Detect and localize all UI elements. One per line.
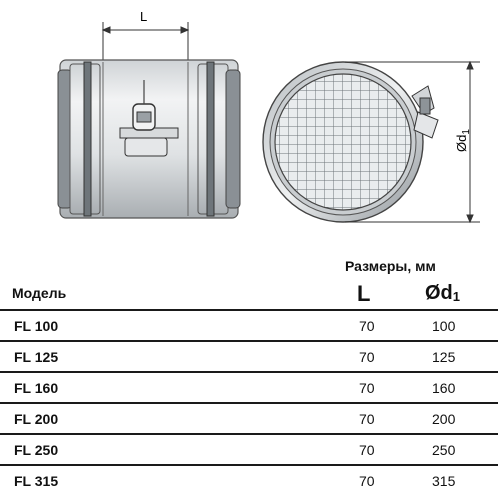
model-cell: FL 160 — [14, 380, 59, 396]
model-cell: FL 250 — [14, 442, 59, 458]
table-row — [0, 402, 498, 433]
d-cell: 200 — [432, 411, 456, 427]
dimension-L — [103, 22, 188, 62]
column-model-header: Модель — [12, 285, 67, 301]
L-cell: 70 — [359, 318, 375, 334]
L-cell: 70 — [359, 380, 375, 396]
product-drawing — [0, 0, 498, 250]
table-row — [0, 371, 498, 402]
model-cell: FL 125 — [14, 349, 59, 365]
sizes-table — [0, 309, 498, 495]
d-cell: 100 — [432, 318, 456, 334]
table-row — [0, 464, 498, 495]
table-row — [0, 309, 498, 340]
technical-drawing — [0, 0, 498, 250]
table-row — [0, 340, 498, 371]
table-row — [0, 433, 498, 464]
dimension-L-label: L — [140, 9, 148, 24]
d-cell: 315 — [432, 473, 456, 489]
model-cell: FL 200 — [14, 411, 59, 427]
L-cell: 70 — [359, 349, 375, 365]
side-view — [58, 60, 240, 218]
model-cell: FL 100 — [14, 318, 59, 334]
front-view — [263, 62, 438, 222]
column-L-header: L — [357, 281, 371, 306]
d-cell: 160 — [432, 380, 456, 396]
dimension-d1-label: $Ød_1$ — [454, 129, 472, 152]
L-cell: 70 — [359, 411, 375, 427]
L-cell: 70 — [359, 442, 375, 458]
column-d-header: $Ød_1$ — [425, 282, 461, 304]
d-cell: 250 — [432, 442, 456, 458]
model-cell: FL 315 — [14, 473, 59, 489]
d-cell: 125 — [432, 349, 456, 365]
sizes-header: Размеры, мм — [345, 258, 436, 274]
table-header — [0, 281, 498, 307]
L-cell: 70 — [359, 473, 375, 489]
